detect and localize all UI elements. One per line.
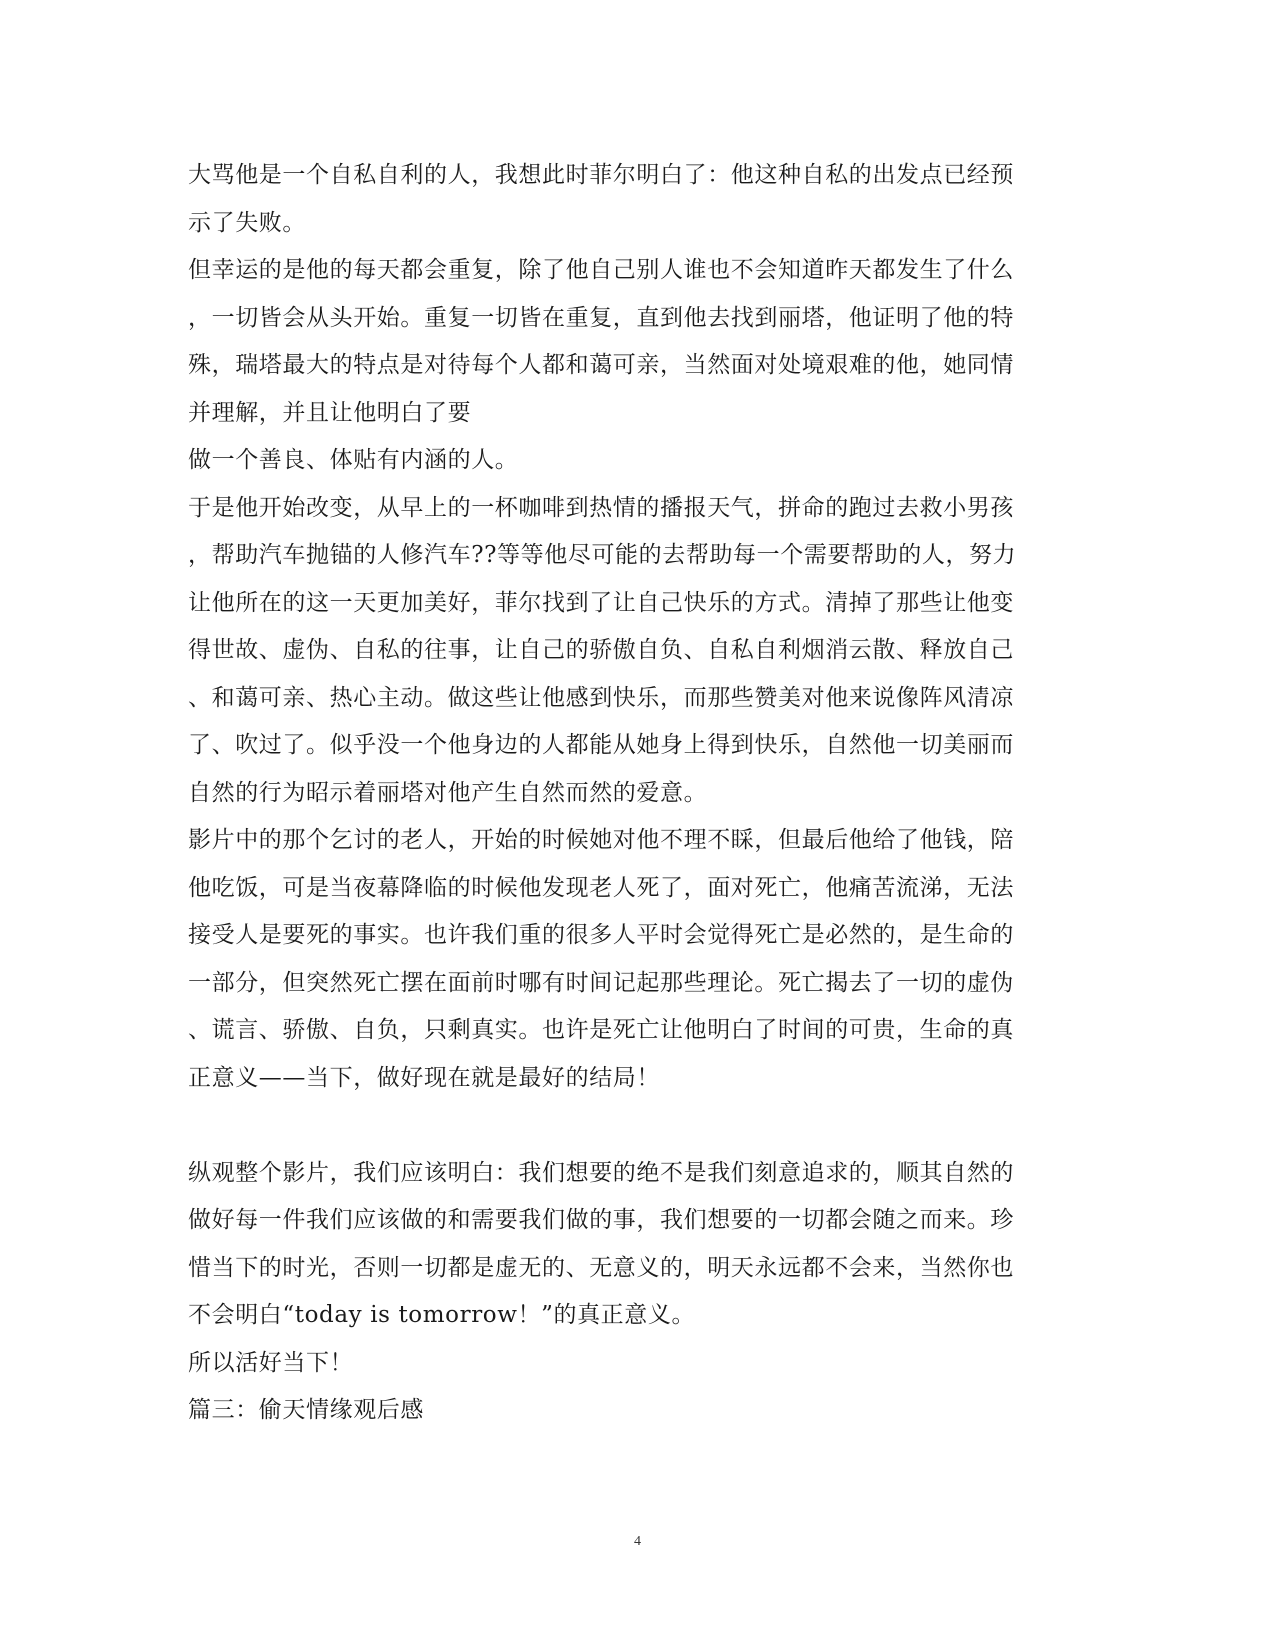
text-line: 不会明白“today is tomorrow！”的真正意义。 <box>188 1302 696 1328</box>
text-line: 正意义——当下，做好现在就是最好的结局！ <box>188 1064 660 1091</box>
text-line: 让他所在的这一天更加美好，菲尔找到了让自己快乐的方式。清掉了那些让他变 <box>188 589 1014 616</box>
text-line: 了、吹过了。似乎没一个他身边的人都能从她身上得到快乐，自然他一切美丽而 <box>188 732 1014 758</box>
text-line: 、和蔼可亲、热心主动。做这些让他感到快乐，而那些赞美对他来说像阵风清凉 <box>188 684 1014 711</box>
text-line: 得世故、虚伪、自私的往事，让自己的骄傲自负、自私自利烟消云散、释放自己 <box>188 637 1014 663</box>
text-line: 示了失败。 <box>188 209 306 236</box>
text-line: 自然的行为昭示着丽塔对他产生自然而然的爱意。 <box>188 779 708 806</box>
text-line: 并理解，并且让他明白了要 <box>188 399 472 426</box>
text-line: 于是他开始改变，从早上的一杯咖啡到热情的播报天气，拼命的跑过去救小男孩 <box>188 494 1014 521</box>
section-heading: 篇三：偷天情缘观后感 <box>188 1397 424 1423</box>
text-line: 做一个善良、体贴有内涵的人。 <box>188 447 519 473</box>
text-line: ，一切皆会从头开始。重复一切皆在重复，直到他去找到丽塔，他证明了他的特 <box>188 304 1014 331</box>
text-line: 、谎言、骄傲、自负，只剩真实。也许是死亡让他明白了时间的可贵，生命的真 <box>188 1017 1014 1043</box>
text-line: 纵观整个影片，我们应该明白：我们想要的绝不是我们刻意追求的，顺其自然的 <box>188 1159 1014 1186</box>
page-number: 4 <box>634 1534 641 1549</box>
text-line: 接受人是要死的事实。也许我们重的很多人平时会觉得死亡是必然的，是生命的 <box>188 922 1014 948</box>
text-line: 一部分，但突然死亡摆在面前时哪有时间记起那些理论。死亡揭去了一切的虚伪 <box>188 969 1014 996</box>
document-body <box>188 152 1088 1435</box>
text-line: 大骂他是一个自私自利的人，我想此时菲尔明白了：他这种自私的出发点已经预 <box>188 162 1014 188</box>
text-line: 殊，瑞塔最大的特点是对待每个人都和蔼可亲，当然面对处境艰难的他，她同情 <box>188 352 1014 378</box>
text-line: 所以活好当下！ <box>188 1349 354 1376</box>
text-line: 惜当下的时光，否则一切都是虚无的、无意义的，明天永远都不会来，当然你也 <box>188 1254 1014 1281</box>
text-line: 但幸运的是他的每天都会重复，除了他自己别人谁也不会知道昨天都发生了什么 <box>188 257 1014 283</box>
text-line: 影片中的那个乞讨的老人，开始的时候她对他不理不睬，但最后他给了他钱，陪 <box>188 827 1014 853</box>
text-line: 他吃饭，可是当夜幕降临的时候他发现老人死了，面对死亡，他痛苦流涕，无法 <box>188 874 1014 901</box>
text-line: 做好每一件我们应该做的和需要我们做的事，我们想要的一切都会随之而来。珍 <box>188 1207 1014 1233</box>
text-line: ，帮助汽车抛锚的人修汽车??等等他尽可能的去帮助每一个需要帮助的人，努力 <box>188 542 1017 568</box>
blank-line <box>188 1102 1088 1150</box>
